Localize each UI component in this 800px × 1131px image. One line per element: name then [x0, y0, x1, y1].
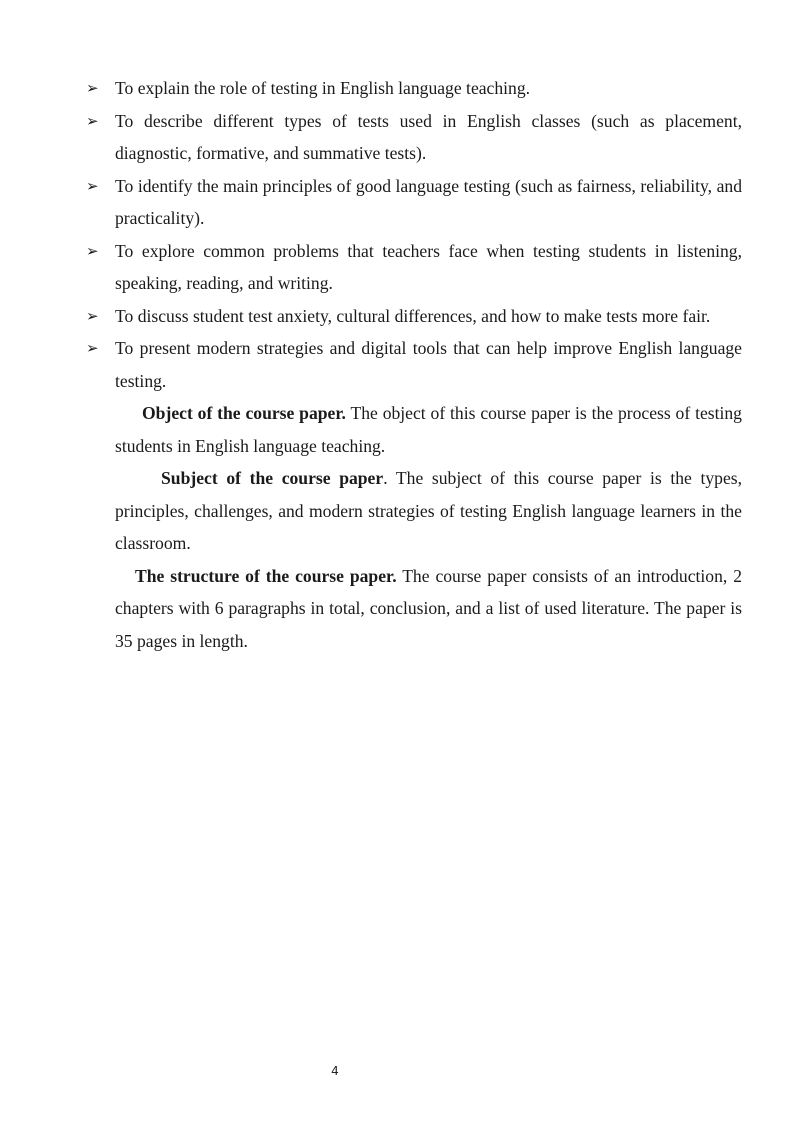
arrow-bullet-icon: ➢ — [86, 339, 99, 357]
arrow-bullet-icon: ➢ — [86, 79, 99, 97]
object-text: The object of this course paper is the process of testing students in English language teaching. — [115, 403, 742, 456]
object-heading: Object of the course paper. — [142, 403, 346, 423]
objective-text: To describe different types of tests used in English classes (such as placement, diagnostic, formative, and summative tests). — [115, 110, 742, 163]
arrow-bullet-icon: ➢ — [86, 111, 99, 130]
objective-text: To identify the main principles of good language testing (such as fairness, reliability, and practicality). — [115, 175, 742, 228]
objective-text: To explain the role of testing in English language teaching. — [115, 78, 531, 98]
page-content — [86, 72, 742, 657]
list-item — [86, 170, 742, 235]
object-paragraph — [86, 397, 742, 462]
structure-paragraph — [86, 560, 742, 658]
objective-text: To explore common problems that teachers face when testing students in listening, speaking, reading, and writing. — [115, 240, 742, 293]
structure-text: The course paper consists of an introduction, 2 chapters with 6 paragraphs in total, conclusion, and a list of used literature. The paper is 35 pages in length. — [115, 565, 742, 651]
objective-text: To present modern strategies and digital tools that can help improve English language testing. — [115, 338, 742, 391]
subject-text: . The subject of this course paper is the types, principles, challenges, and modern strategies of testing English language learners in the classroom. — [115, 468, 743, 553]
list-item — [86, 235, 742, 300]
arrow-bullet-icon: ➢ — [86, 176, 99, 195]
arrow-bullet-icon: ➢ — [86, 241, 99, 260]
objective-text: To discuss student test anxiety, cultural differences, and how to make tests more fair. — [115, 305, 711, 326]
arrow-bullet-icon: ➢ — [86, 306, 99, 325]
subject-heading: Subject of the course paper — [161, 468, 384, 488]
list-item — [86, 72, 742, 105]
subject-paragraph — [86, 462, 742, 560]
structure-heading: The structure of the course paper. — [135, 565, 397, 586]
list-item — [86, 332, 742, 397]
page-number: 4 — [331, 1064, 339, 1078]
list-item — [86, 300, 742, 333]
list-item — [86, 105, 742, 170]
objectives-list — [86, 72, 742, 397]
